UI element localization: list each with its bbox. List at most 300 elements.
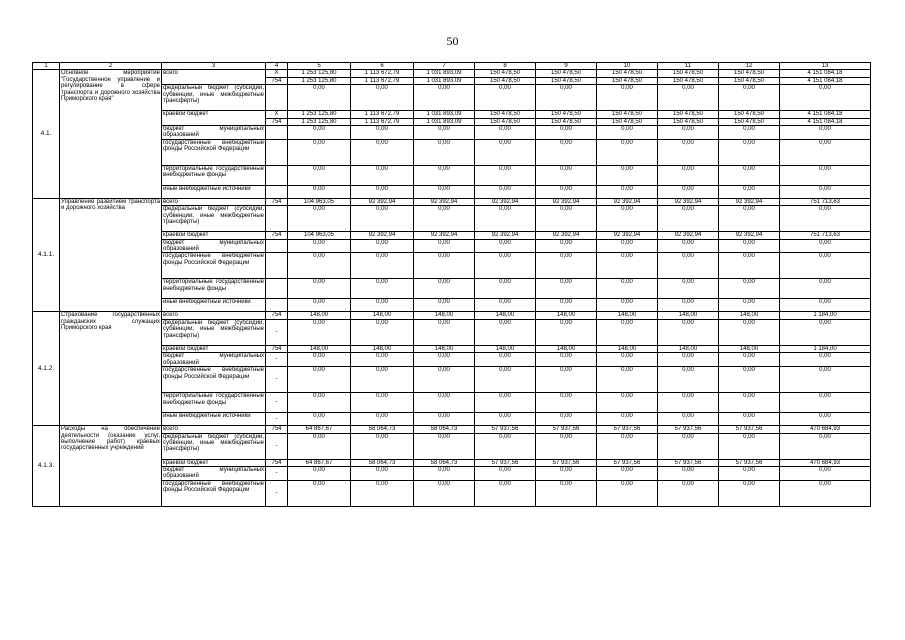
value-cell: 0,00 xyxy=(351,299,414,312)
value-cell: 470 684,93 xyxy=(780,426,871,433)
value-cell: 57 937,56 xyxy=(475,459,536,466)
value-cell: 150 478,50 xyxy=(597,70,658,77)
value-cell: 0,00 xyxy=(351,433,414,459)
value-cell: 92 392,94 xyxy=(536,198,597,205)
value-cell: 150 478,50 xyxy=(719,70,780,77)
grbs-code: - xyxy=(266,367,288,393)
grbs-code: 754 xyxy=(266,198,288,205)
value-cell: 0,00 xyxy=(288,253,351,279)
value-cell: 0,00 xyxy=(536,139,597,165)
value-cell: 92 392,94 xyxy=(597,232,658,239)
value-cell: 0,00 xyxy=(597,253,658,279)
value-cell: 0,00 xyxy=(658,299,719,312)
value-cell: 0,00 xyxy=(414,239,475,253)
value-cell: 0,00 xyxy=(597,165,658,185)
value-cell: 0,00 xyxy=(288,433,351,459)
value-cell: 0,00 xyxy=(288,279,351,299)
value-cell: 0,00 xyxy=(780,239,871,253)
value-cell: 0,00 xyxy=(475,253,536,279)
source-label: государственные внебюджетные фонды Российской Федерации xyxy=(162,253,266,279)
value-cell: 751 713,63 xyxy=(780,198,871,205)
value-cell: 0,00 xyxy=(780,206,871,232)
value-cell: 0,00 xyxy=(719,393,780,413)
source-label: краевой бюджет xyxy=(162,459,266,466)
header-cell: 13 xyxy=(780,63,871,70)
grbs-code xyxy=(266,126,288,140)
value-cell: 0,00 xyxy=(780,367,871,393)
value-cell: 0,00 xyxy=(288,413,351,426)
header-cell: 12 xyxy=(719,63,780,70)
value-cell: 0,00 xyxy=(780,85,871,111)
value-cell: 0,00 xyxy=(288,480,351,506)
value-cell: 0,00 xyxy=(597,206,658,232)
value-cell: 0,00 xyxy=(597,393,658,413)
value-cell: 0,00 xyxy=(475,126,536,140)
value-cell: 0,00 xyxy=(288,367,351,393)
value-cell: 1 184,00 xyxy=(780,312,871,319)
value-cell: 0,00 xyxy=(414,466,475,480)
value-cell: 0,00 xyxy=(780,253,871,279)
source-label: всего xyxy=(162,426,266,433)
value-cell: 58 064,73 xyxy=(351,459,414,466)
grbs-code xyxy=(266,206,288,232)
value-cell: 0,00 xyxy=(719,279,780,299)
value-cell: 0,00 xyxy=(658,433,719,459)
value-cell: 0,00 xyxy=(414,413,475,426)
value-cell: 0,00 xyxy=(475,239,536,253)
value-cell: 0,00 xyxy=(536,279,597,299)
grbs-code: 754 xyxy=(266,77,288,84)
value-cell: 0,00 xyxy=(597,85,658,111)
value-cell: 0,00 xyxy=(414,139,475,165)
value-cell: 92 392,94 xyxy=(536,232,597,239)
value-cell: 0,00 xyxy=(288,206,351,232)
grbs-code: 754 xyxy=(266,232,288,239)
value-cell: 0,00 xyxy=(658,466,719,480)
value-cell: 0,00 xyxy=(780,185,871,198)
value-cell: 0,00 xyxy=(719,299,780,312)
row-code: 4.1. xyxy=(33,70,60,198)
value-cell: 0,00 xyxy=(288,239,351,253)
value-cell: 92 392,94 xyxy=(475,232,536,239)
value-cell: 0,00 xyxy=(414,165,475,185)
value-cell: 0,00 xyxy=(719,433,780,459)
value-cell: 92 392,94 xyxy=(658,198,719,205)
value-cell: 92 392,94 xyxy=(719,198,780,205)
value-cell: 150 478,50 xyxy=(719,118,780,125)
value-cell: 0,00 xyxy=(536,353,597,367)
value-cell: 0,00 xyxy=(536,480,597,506)
value-cell: 150 478,50 xyxy=(658,70,719,77)
value-cell: 0,00 xyxy=(536,299,597,312)
value-cell: 1 253 125,80 xyxy=(288,118,351,125)
value-cell: 64 867,67 xyxy=(288,426,351,433)
value-cell: 0,00 xyxy=(719,480,780,506)
value-cell: 148,00 xyxy=(288,345,351,352)
value-cell: 64 867,67 xyxy=(288,459,351,466)
value-cell: 150 478,50 xyxy=(719,77,780,84)
value-cell: 0,00 xyxy=(658,253,719,279)
row-description: Расходы на обеспечение деятельности (оказание услуг, выполнение работ) краевых государственных учреждений xyxy=(60,426,162,507)
value-cell: 0,00 xyxy=(780,165,871,185)
value-cell: 0,00 xyxy=(658,85,719,111)
value-cell: 150 478,50 xyxy=(597,111,658,118)
value-cell: 148,00 xyxy=(719,312,780,319)
page-number: 50 xyxy=(446,34,459,48)
value-cell: 0,00 xyxy=(414,393,475,413)
value-cell: 0,00 xyxy=(414,206,475,232)
source-label: иные внебюджетные источники xyxy=(162,413,266,426)
grbs-code: X xyxy=(266,70,288,77)
value-cell: 0,00 xyxy=(719,165,780,185)
value-cell: 150 478,50 xyxy=(536,111,597,118)
value-cell: 0,00 xyxy=(475,185,536,198)
value-cell: 0,00 xyxy=(719,85,780,111)
value-cell: 0,00 xyxy=(351,367,414,393)
value-cell: 0,00 xyxy=(475,206,536,232)
grbs-code: 754 xyxy=(266,426,288,433)
value-cell: 92 392,94 xyxy=(658,232,719,239)
value-cell: 0,00 xyxy=(536,239,597,253)
table-row xyxy=(33,198,871,205)
value-cell: 148,00 xyxy=(597,345,658,352)
value-cell: 1 253 125,80 xyxy=(288,77,351,84)
value-cell: 0,00 xyxy=(414,185,475,198)
header-cell: 3 xyxy=(162,63,266,70)
value-cell: 104 963,05 xyxy=(288,232,351,239)
grbs-code xyxy=(266,85,288,111)
value-cell: 148,00 xyxy=(475,312,536,319)
value-cell: 1 113 672,79 xyxy=(351,118,414,125)
grbs-code: - xyxy=(266,466,288,480)
source-label: бюджет муниципальных образований xyxy=(163,353,264,366)
value-cell: 0,00 xyxy=(719,253,780,279)
grbs-code: - xyxy=(266,480,288,506)
value-cell: 4 151 084,18 xyxy=(780,70,871,77)
value-cell: 0,00 xyxy=(658,279,719,299)
value-cell: 148,00 xyxy=(475,345,536,352)
value-cell: 0,00 xyxy=(475,413,536,426)
source-label: бюджет муниципальных образований xyxy=(163,466,264,480)
value-cell: 0,00 xyxy=(351,319,414,345)
grbs-code: - xyxy=(266,319,288,345)
value-cell: 1 113 672,79 xyxy=(351,111,414,118)
value-cell: 1 031 893,09 xyxy=(414,77,475,84)
value-cell: 0,00 xyxy=(288,126,351,140)
source-label: всего xyxy=(162,70,266,85)
value-cell: 150 478,50 xyxy=(658,118,719,125)
grbs-code xyxy=(266,279,288,299)
value-cell: 0,00 xyxy=(597,239,658,253)
value-cell: 57 937,56 xyxy=(475,426,536,433)
value-cell: 0,00 xyxy=(780,319,871,345)
value-cell: 0,00 xyxy=(475,353,536,367)
header-cell: 5 xyxy=(288,63,351,70)
value-cell: 57 937,56 xyxy=(536,459,597,466)
header-cell: 4 xyxy=(266,63,288,70)
value-cell: 0,00 xyxy=(658,126,719,140)
row-description: Основное мероприятие "Государственное управление и регулирование в сфере транспорта и дорожного хозяйства Приморского края" xyxy=(60,70,162,198)
source-label: всего xyxy=(162,198,266,205)
header-cell: 11 xyxy=(658,63,719,70)
value-cell: 0,00 xyxy=(351,413,414,426)
value-cell: 150 478,50 xyxy=(658,77,719,84)
value-cell: 58 064,73 xyxy=(414,459,475,466)
value-cell: 0,00 xyxy=(414,253,475,279)
value-cell: 150 478,50 xyxy=(658,111,719,118)
row-code: 4.1.2. xyxy=(33,312,60,426)
value-cell: 0,00 xyxy=(719,367,780,393)
value-cell: 0,00 xyxy=(414,353,475,367)
value-cell: 0,00 xyxy=(780,433,871,459)
value-cell: 0,00 xyxy=(597,279,658,299)
grbs-code: 754 xyxy=(266,118,288,125)
value-cell: 0,00 xyxy=(536,393,597,413)
grbs-code xyxy=(266,299,288,312)
grbs-code: 754 xyxy=(266,345,288,352)
value-cell: 148,00 xyxy=(414,312,475,319)
value-cell: 57 937,56 xyxy=(597,426,658,433)
source-label: краевой бюджет xyxy=(162,111,266,126)
value-cell: 0,00 xyxy=(780,299,871,312)
grbs-code: 754 xyxy=(266,459,288,466)
source-label: государственные внебюджетные фонды Российской Федерации xyxy=(162,480,266,506)
value-cell: 0,00 xyxy=(536,85,597,111)
value-cell: 0,00 xyxy=(475,85,536,111)
value-cell: 0,00 xyxy=(351,393,414,413)
value-cell: 0,00 xyxy=(351,85,414,111)
value-cell: 57 937,56 xyxy=(719,459,780,466)
value-cell: 0,00 xyxy=(414,319,475,345)
value-cell: 148,00 xyxy=(719,345,780,352)
value-cell: 150 478,50 xyxy=(597,118,658,125)
value-cell: 0,00 xyxy=(351,466,414,480)
grbs-code xyxy=(266,165,288,185)
value-cell: 0,00 xyxy=(414,299,475,312)
value-cell: 0,00 xyxy=(475,139,536,165)
source-label: территориальные государственные внебюджетные фонды xyxy=(162,393,266,413)
value-cell: 0,00 xyxy=(475,299,536,312)
source-label: государственные внебюджетные фонды Российской Федерации xyxy=(162,139,266,165)
value-cell: 148,00 xyxy=(351,345,414,352)
value-cell: 0,00 xyxy=(719,413,780,426)
value-cell: 0,00 xyxy=(351,165,414,185)
source-label: бюджет муниципальных образований xyxy=(163,239,264,253)
value-cell: 0,00 xyxy=(658,206,719,232)
value-cell: 148,00 xyxy=(288,312,351,319)
value-cell: 0,00 xyxy=(597,185,658,198)
value-cell: 0,00 xyxy=(288,85,351,111)
value-cell: 0,00 xyxy=(597,367,658,393)
value-cell: 0,00 xyxy=(475,393,536,413)
value-cell: 751 713,63 xyxy=(780,232,871,239)
value-cell: 0,00 xyxy=(780,480,871,506)
value-cell: 0,00 xyxy=(536,165,597,185)
value-cell: 0,00 xyxy=(536,206,597,232)
value-cell: 92 392,94 xyxy=(475,198,536,205)
value-cell: 0,00 xyxy=(536,126,597,140)
value-cell: 104 963,05 xyxy=(288,198,351,205)
value-cell: 0,00 xyxy=(597,126,658,140)
table-body xyxy=(33,63,871,507)
value-cell: 0,00 xyxy=(536,253,597,279)
grbs-code xyxy=(266,139,288,165)
value-cell: 0,00 xyxy=(658,413,719,426)
value-cell: 0,00 xyxy=(351,239,414,253)
value-cell: 0,00 xyxy=(351,126,414,140)
value-cell: 0,00 xyxy=(658,139,719,165)
grbs-code: - xyxy=(266,433,288,459)
value-cell: 0,00 xyxy=(719,126,780,140)
value-cell: 92 392,94 xyxy=(351,232,414,239)
source-label: краевой бюджет xyxy=(162,232,266,239)
value-cell: 4 151 084,18 xyxy=(780,111,871,118)
value-cell: 0,00 xyxy=(475,367,536,393)
value-cell: 0,00 xyxy=(658,393,719,413)
value-cell: 148,00 xyxy=(658,345,719,352)
source-label: государственные внебюджетные фонды Российской Федерации xyxy=(162,367,266,393)
value-cell: 0,00 xyxy=(475,279,536,299)
grbs-code: X xyxy=(266,111,288,118)
value-cell: 0,00 xyxy=(414,279,475,299)
value-cell: 92 392,94 xyxy=(597,198,658,205)
value-cell: 0,00 xyxy=(719,319,780,345)
value-cell: 0,00 xyxy=(658,480,719,506)
value-cell: 0,00 xyxy=(288,185,351,198)
value-cell: 150 478,50 xyxy=(475,118,536,125)
value-cell: 0,00 xyxy=(597,139,658,165)
value-cell: 57 937,56 xyxy=(719,426,780,433)
value-cell: 0,00 xyxy=(288,466,351,480)
value-cell: 150 478,50 xyxy=(475,77,536,84)
value-cell: 0,00 xyxy=(780,393,871,413)
value-cell: 0,00 xyxy=(719,353,780,367)
value-cell: 0,00 xyxy=(597,413,658,426)
row-description: Страхование государственных гражданских служащих Приморского края xyxy=(60,312,162,426)
value-cell: 1 113 672,79 xyxy=(351,70,414,77)
value-cell: 0,00 xyxy=(658,185,719,198)
value-cell: 0,00 xyxy=(597,299,658,312)
source-label: бюджет муниципальных образований xyxy=(163,126,264,139)
value-cell: 470 684,93 xyxy=(780,459,871,466)
value-cell: 0,00 xyxy=(288,299,351,312)
value-cell: 0,00 xyxy=(351,480,414,506)
value-cell: 0,00 xyxy=(780,353,871,367)
header-cell: 2 xyxy=(60,63,162,70)
value-cell: 1 253 125,80 xyxy=(288,111,351,118)
value-cell: 1 031 893,09 xyxy=(414,70,475,77)
value-cell: 0,00 xyxy=(475,480,536,506)
value-cell: 1 253 125,80 xyxy=(288,70,351,77)
value-cell: 148,00 xyxy=(536,345,597,352)
value-cell: 1 184,00 xyxy=(780,345,871,352)
value-cell: 150 478,50 xyxy=(536,118,597,125)
row-code: 4.1.3. xyxy=(33,426,60,507)
value-cell: 0,00 xyxy=(597,353,658,367)
value-cell: 92 392,94 xyxy=(414,198,475,205)
value-cell: 0,00 xyxy=(414,126,475,140)
value-cell: 0,00 xyxy=(658,239,719,253)
value-cell: 0,00 xyxy=(780,126,871,140)
grbs-code: 754 xyxy=(266,312,288,319)
value-cell: 0,00 xyxy=(536,413,597,426)
header-cell: 10 xyxy=(597,63,658,70)
grbs-code: - xyxy=(266,413,288,426)
value-cell: 148,00 xyxy=(658,312,719,319)
grbs-code: - xyxy=(266,393,288,413)
header-cell: 1 xyxy=(33,63,60,70)
header-row xyxy=(33,63,871,70)
value-cell: 0,00 xyxy=(597,466,658,480)
value-cell: 150 478,50 xyxy=(536,77,597,84)
value-cell: 0,00 xyxy=(780,279,871,299)
header-cell: 7 xyxy=(414,63,475,70)
value-cell: 1 031 893,09 xyxy=(414,111,475,118)
value-cell: 57 937,56 xyxy=(658,459,719,466)
value-cell: 57 937,56 xyxy=(658,426,719,433)
value-cell: 148,00 xyxy=(414,345,475,352)
value-cell: 0,00 xyxy=(351,139,414,165)
value-cell: 0,00 xyxy=(414,367,475,393)
grbs-code xyxy=(266,185,288,198)
value-cell: 0,00 xyxy=(536,433,597,459)
value-cell: 0,00 xyxy=(780,413,871,426)
value-cell: 0,00 xyxy=(414,480,475,506)
header-cell: 6 xyxy=(351,63,414,70)
grbs-code xyxy=(266,253,288,279)
table-row xyxy=(33,312,871,319)
value-cell: 92 392,94 xyxy=(351,198,414,205)
value-cell: 0,00 xyxy=(414,85,475,111)
row-description: Управление развитием транспорта и дорожного хозяйства xyxy=(60,198,162,312)
value-cell: 0,00 xyxy=(288,139,351,165)
value-cell: 150 478,50 xyxy=(719,111,780,118)
source-label: территориальные государственные внебюджетные фонды xyxy=(162,165,266,185)
value-cell: 148,00 xyxy=(536,312,597,319)
value-cell: 0,00 xyxy=(475,433,536,459)
source-label: федеральный бюджет (субсидии, субвенции, иные межбюджетные трансферты) xyxy=(162,85,266,111)
value-cell: 150 478,50 xyxy=(536,70,597,77)
source-label: федеральный бюджет (субсидии, субвенции, иные межбюджетные трансферты) xyxy=(162,433,266,459)
value-cell: 0,00 xyxy=(597,480,658,506)
value-cell: 92 392,94 xyxy=(719,232,780,239)
value-cell: 0,00 xyxy=(597,319,658,345)
value-cell: 0,00 xyxy=(288,353,351,367)
value-cell: 0,00 xyxy=(780,466,871,480)
value-cell: 0,00 xyxy=(780,139,871,165)
header-cell: 9 xyxy=(536,63,597,70)
value-cell: 1 113 672,79 xyxy=(351,77,414,84)
value-cell: 0,00 xyxy=(351,279,414,299)
value-cell: 0,00 xyxy=(288,165,351,185)
value-cell: 0,00 xyxy=(288,393,351,413)
value-cell: 0,00 xyxy=(658,367,719,393)
value-cell: 57 937,56 xyxy=(536,426,597,433)
value-cell: 0,00 xyxy=(719,139,780,165)
value-cell: 150 478,50 xyxy=(597,77,658,84)
value-cell: 57 937,56 xyxy=(597,459,658,466)
value-cell: 150 478,50 xyxy=(475,70,536,77)
value-cell: 0,00 xyxy=(351,253,414,279)
value-cell: 0,00 xyxy=(351,353,414,367)
source-label: краевой бюджет xyxy=(162,345,266,352)
value-cell: 0,00 xyxy=(719,206,780,232)
value-cell: 0,00 xyxy=(658,319,719,345)
grbs-code xyxy=(266,239,288,253)
table-row xyxy=(33,70,871,77)
value-cell: 0,00 xyxy=(536,185,597,198)
value-cell: 92 392,94 xyxy=(414,232,475,239)
